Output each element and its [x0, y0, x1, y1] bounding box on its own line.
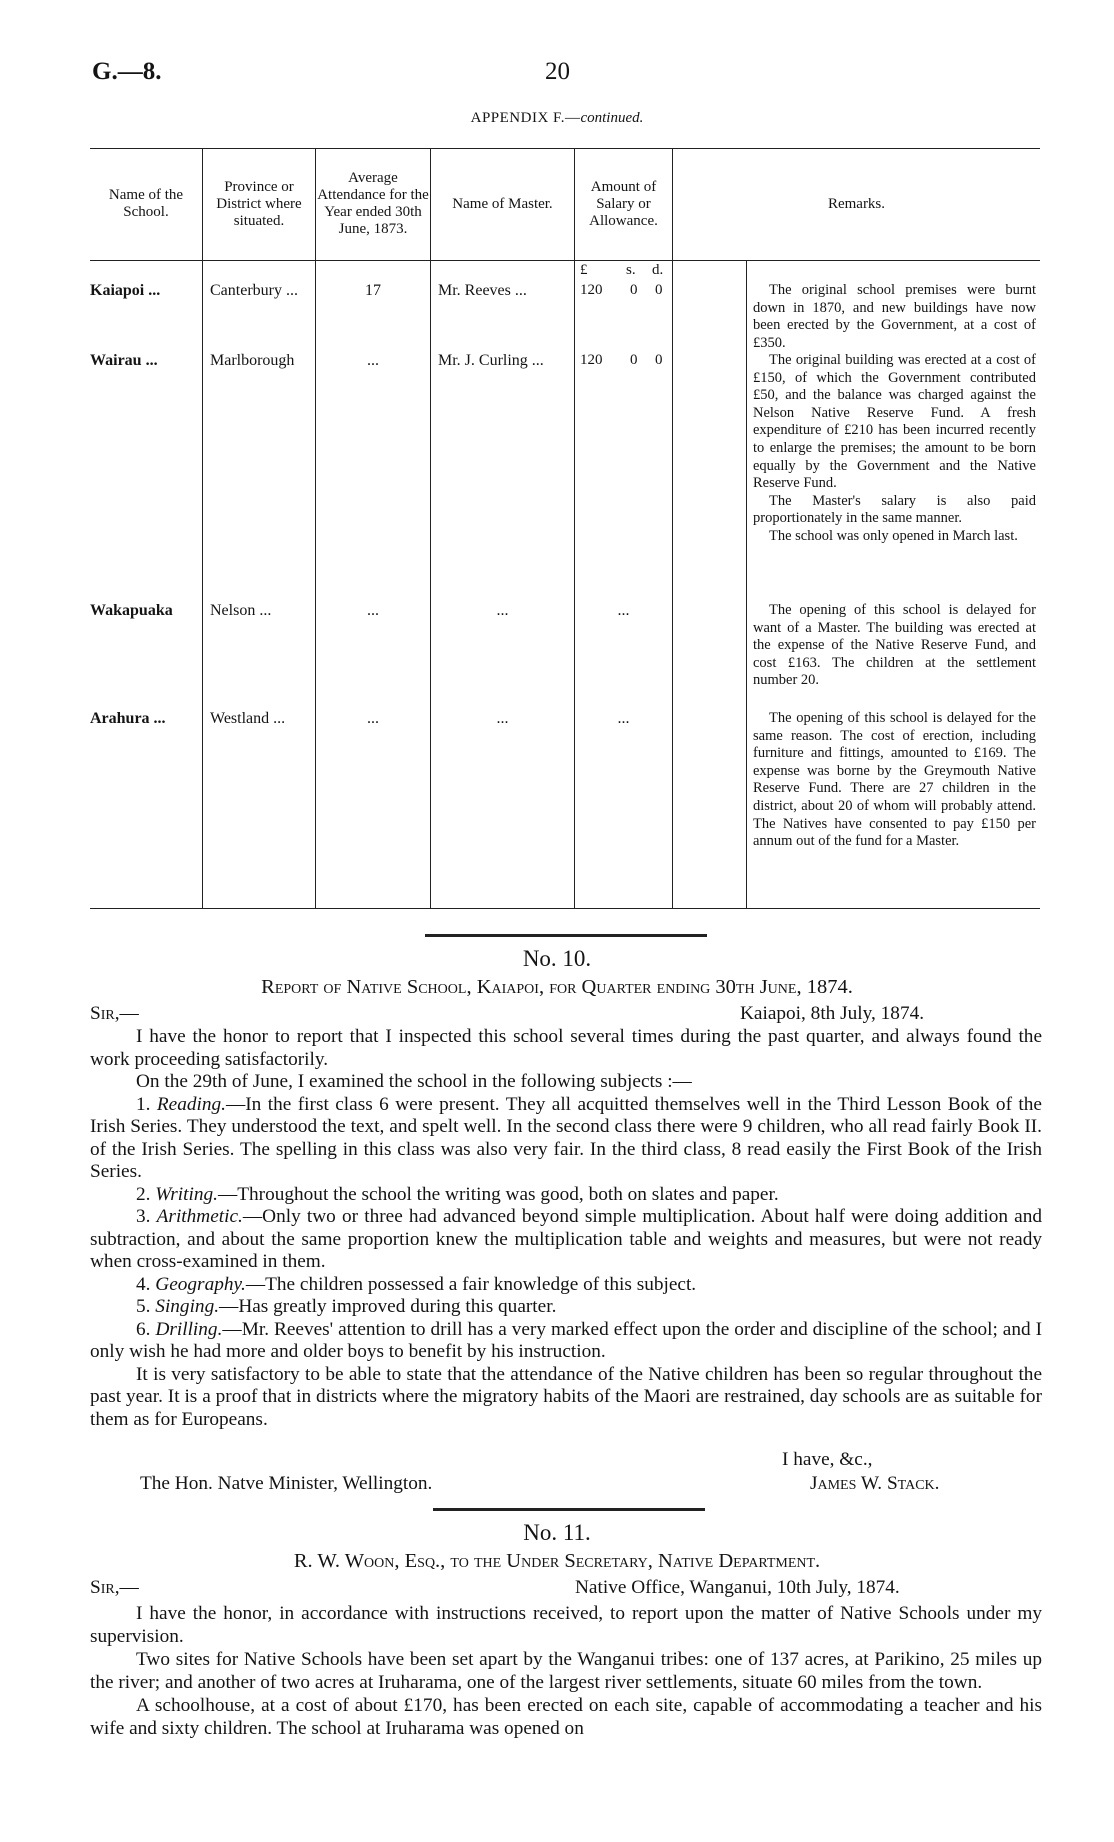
subject-item [90, 1274, 1042, 1297]
item-number: 1. [136, 1093, 151, 1115]
column-header-school: Name of the School. [108, 187, 184, 220]
subject-item [90, 1319, 1042, 1364]
salary-amount: ... [617, 602, 630, 619]
subject-item [90, 1094, 1042, 1184]
remarks-paragraph: The original school premises were burnt down in 1870, and new buildings have now been erected by the Government, at a cost of £350. [753, 282, 1036, 351]
remarks-cell [753, 710, 1036, 851]
item-term: Arithmetic. [156, 1206, 243, 1227]
item-text: —Only two or three had advanced beyond simple multiplication. About half were doing addition and subtraction, and about the same proportion knew the multiplication table and weights and measures, but were not ready when cross-examined in them. [90, 1206, 1042, 1272]
remarks-paragraph: The original building was erected at a cost of £150, of which the Government contributed £50, and the balance was charged against the Nelson Native Reserve Fund. A fresh expenditure of £210 has been incurred recently to enlarge the premises; the amount to be born equally by the Government and the Native Reserve Fund. [753, 352, 1036, 492]
section-heading: No. 11. [523, 1520, 591, 1545]
salary-pence: 0 [655, 352, 663, 368]
salary-pounds: 120 [580, 352, 603, 368]
province: Westland ... [210, 710, 286, 727]
page-number: 20 [545, 58, 570, 85]
attendance: 17 [365, 282, 381, 299]
letter-title: R. W. Woon, Esq., to the Under Secretary, Native Department. [293, 1550, 821, 1572]
body-paragraph: A schoolhouse, at a cost of about £170, has been erected on each site, capable of accommodating a teacher and his wife and sixty children. The school at Iruharama was opened on [90, 1695, 1042, 1739]
item-text: —Mr. Reeves' attention to drill has a very marked effect upon the order and discipline of the school; and I only wish he had more and older boys to benefit by his instruction. [90, 1318, 1042, 1362]
item-term: Geography. [155, 1273, 246, 1295]
column-divider [315, 148, 316, 908]
body-paragraph: Two sites for Native Schools have been set apart by the Wanganui tribes: one of 137 acres, at Parikino, 25 miles up the river; and another of two acres at Iruharama, one of the largest river settlements, situate 60 miles from the town. [90, 1649, 1042, 1693]
letter-body [90, 1602, 1042, 1740]
subject-item [90, 1184, 1042, 1207]
body-paragraph: I have the honor, in accordance with instructions received, to report upon the matter of Native Schools under my supervision. [90, 1603, 1042, 1647]
item-number: 3. [136, 1206, 151, 1227]
addressee: The Hon. Natve Minister, Wellington. [140, 1473, 433, 1494]
section-separator [433, 1508, 705, 1511]
subject-item [90, 1206, 1042, 1274]
item-number: 4. [136, 1273, 151, 1295]
master-name: ... [496, 602, 509, 619]
remarks-paragraph: The opening of this school is delayed for the same reason. The cost of erection, including furniture and fittings, amounted to £169. The expense was borne by the Greymouth Native Reserve Fund. There are 27 children in the district, about 20 of whom will probably attend. The Natives have consented to pay £150 per annum out of the fund for a Master. [753, 710, 1036, 850]
remarks-paragraph: The Master's salary is also paid proportionately in the same manner. [753, 492, 1036, 527]
column-divider [202, 148, 203, 908]
body-paragraph: I have the honor to report that I inspected this school several times during the past quarter, and always found the work proceeding satisfactorily. [90, 1026, 1042, 1070]
master-name: Mr. Reeves ... [438, 282, 527, 299]
closing: I have, &c., [782, 1449, 873, 1470]
place-date: Native Office, Wanganui, 10th July, 1874. [575, 1577, 900, 1598]
schools-table [90, 148, 1040, 908]
item-text: —Throughout the school the writing was good, both on slates and paper. [217, 1183, 779, 1205]
item-term: Writing. [155, 1183, 218, 1205]
column-header-province: Province or District where situated. [216, 178, 302, 229]
column-header-attendance: Average Attendance for the Year ended 30th June, 1873. [317, 170, 429, 237]
school-name: Kaiapoi ... [90, 282, 161, 299]
school-name: Wairau ... [90, 352, 158, 369]
item-number: 2. [136, 1183, 151, 1205]
column-header-remarks: Remarks. [827, 195, 886, 212]
province: Canterbury ... [210, 282, 298, 299]
column-divider [672, 148, 673, 908]
salary-amount: ... [617, 710, 630, 727]
appendix-continued: continued. [580, 110, 644, 126]
column-divider [574, 148, 575, 908]
column-header-salary: Amount of Salary or Allowance. [589, 178, 658, 229]
remarks-paragraph: The school was only opened in March last. [769, 527, 1018, 544]
currency-shillings: s. [626, 262, 636, 278]
body-paragraph: It is very satisfactory to be able to state that the attendance of the Native children has been so regular throughout the past year. It is a proof that in districts where the migratory habits of the Maori are restrained, day schools are as suitable for them as for Europeans. [90, 1363, 1042, 1430]
column-divider [430, 148, 431, 908]
attendance: ... [367, 602, 379, 619]
subject-item [90, 1296, 1042, 1319]
salary-pounds: 120 [580, 282, 603, 298]
section-separator [425, 934, 707, 937]
attendance: ... [367, 710, 379, 727]
item-text: —In the first class 6 were present. They all acquitted themselves well in the Third Lesson Book of the Irish Series. They understood the text, and spelt well. In the second class there were 9 children, who all read fairly Book II. of the Irish Series. The spelling in this class was also very fair. In the third class, 8 read easily the First Book of the Irish Series. [90, 1093, 1042, 1182]
currency-pounds: £ [580, 262, 588, 278]
school-name: Arahura ... [90, 710, 166, 727]
salary-shillings: 0 [630, 352, 638, 368]
item-number: 5. [136, 1296, 151, 1317]
item-term: Drilling. [155, 1318, 223, 1340]
remarks-paragraph: The opening of this school is delayed for want of a Master. The building was erected at the expense of the Native Reserve Fund, and cost £163. The children at the settlement number 20. [753, 602, 1036, 689]
salary-pence: 0 [655, 282, 663, 298]
letter-body [90, 1026, 1042, 1431]
signature: James W. Stack. [810, 1473, 940, 1494]
master-name: Mr. J. Curling ... [438, 352, 544, 369]
section-heading: No. 10. [522, 946, 592, 971]
currency-pence: d. [652, 262, 664, 278]
item-text: —Has greatly improved during this quarter. [219, 1296, 557, 1317]
report-title: Report of Native School, Kaiapoi, for Quarter ending 30th June, 1874. [261, 976, 853, 998]
column-divider [746, 260, 747, 908]
remarks-cell [753, 602, 1036, 690]
item-number: 6. [136, 1318, 151, 1340]
salutation: Sir,— [90, 1003, 139, 1024]
document-code: G.—8. [92, 58, 162, 85]
place-date: Kaiapoi, 8th July, 1874. [740, 1003, 925, 1024]
remarks-cell [753, 352, 1036, 546]
body-paragraph: On the 29th of June, I examined the school in the following subjects :— [136, 1071, 692, 1092]
school-name: Wakapuaka [90, 602, 173, 619]
appendix-heading [0, 110, 1114, 127]
attendance: ... [367, 352, 379, 369]
remarks-cell [753, 282, 1036, 352]
item-term: Reading. [156, 1093, 226, 1115]
province: Nelson ... [210, 602, 272, 619]
item-term: Singing. [155, 1296, 220, 1317]
table-bottom-rule [90, 908, 1040, 909]
appendix-label: APPENDIX F.— [470, 110, 581, 126]
salary-shillings: 0 [630, 282, 638, 298]
salutation: Sir,— [90, 1577, 139, 1598]
province: Marlborough [210, 352, 295, 369]
column-header-master: Name of Master. [452, 195, 553, 212]
item-text: —The children possessed a fair knowledge of this subject. [245, 1273, 697, 1295]
master-name: ... [496, 710, 509, 727]
table-header-rule [90, 260, 1040, 261]
